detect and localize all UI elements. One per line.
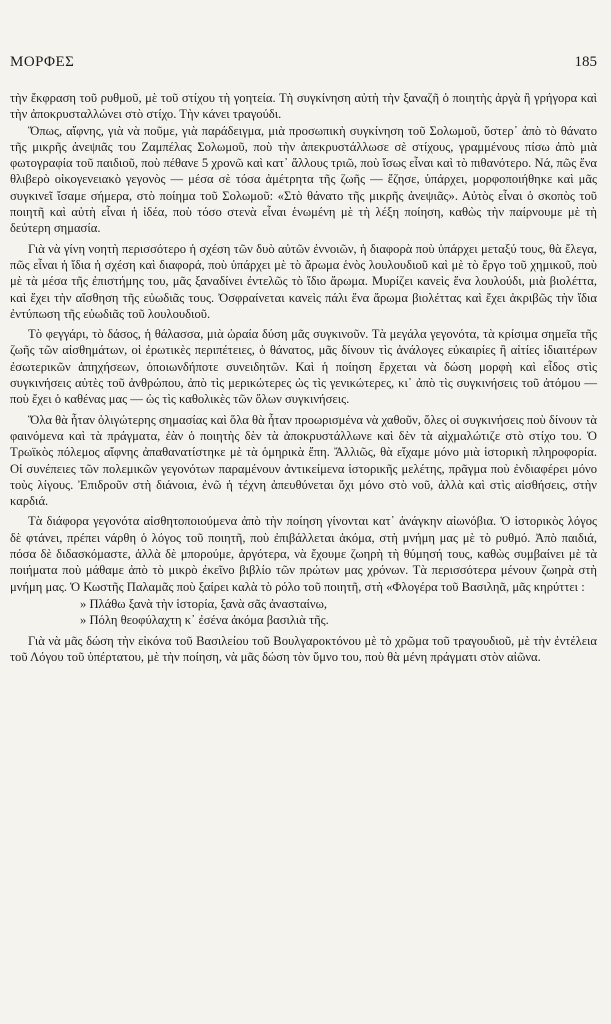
verse-line: » Πλάθω ξανὰ τὴν ἱστορία, ξανὰ σᾶς ἀνασταίνω, (80, 596, 328, 611)
paragraph: Τὰ διάφορα γεγονότα αἰσθητοποιούμενα ἀπὸ τὴν ποίηση γίνονται κατ᾽ ἀνάγκην αἰωνόβια. Ὁ ἱστορικὸς λόγος δὲ φτάνει, πρέπει νάρθη ὁ λόγος τοῦ ποιητῆ, ποὺ ἐπιβάλλεται ἀκόμα, στὴ μνήμη μας μὲ τὸ ρυθμό. Ἀπὸ παιδιά, πόσα δὲ διδασκόμαστε, ἀλλὰ δὲ μπορούμε, ἀργότερα, νὰ ἔχουμε ζωηρὴ τὴ θύμησή τους, καθὼς συμβαίνει μὲ τὰ ποιήματα ποὺ μάθαμε ἀπὸ τὸ μικρὸ ἐκεῖνο βιβλίο τῶν πρώτων μας χρόνων. Τὰ περισσότερα μένουν ζωηρὰ στὴ μνήμη μας. Ὁ Κωστῆς Παλαμᾶς ποὺ ξαίρει καλὰ τὸ ρόλο τοῦ ποιητῆ, στὴ «Φλογέρα τοῦ Βασιληᾶ, μᾶς κηρύττει : (10, 514, 597, 594)
verse-line: » Πόλη θεοφύλαχτη κ᾽ ἐσένα ἀκόμα βασιλιὰ τῆς. (80, 613, 329, 628)
paragraph: Γιὰ νὰ γίνη νοητὴ περισσότερο ἡ σχέση τῶν δυὸ αὐτῶν ἐννοιῶν, ἡ διαφορὰ ποὺ ὑπάρχει μεταξύ τους, θὰ ἔλεγα, πῶς εἶναι ἡ ἴδια ἡ σχέση καὶ διαφορά, ποὺ ὑπάρχει μὲ τὸ ἄρωμα ἑνὸς λουλουδιοῦ καὶ μὲ τὸ ἔργο τοῦ χημικοῦ, ποὺ μὲ τὰ μέσα τῆς ἐπιστήμης του, μᾶς ξαναδίνει ἐντελῶς τὸ ἴδιο ἄρωμα. Μυρίζει κανεὶς ἕνα λουλούδι, μιὰ βιολέττα, καὶ ἔχει τὴν αἴσθηση τῆς εὐωδιᾶς τους. Ὀσφραίνεται κανεὶς πάλι ἕνα ἄρωμα βιολέττας καὶ ἔχει ἀκριβῶς τὴν ἴδια ἐντύπωση τῆς εὐωδιᾶς τοῦ λουλουδιοῦ. (10, 241, 597, 321)
verse-quote (80, 596, 597, 629)
body-text (10, 90, 597, 665)
paragraph: Τὸ φεγγάρι, τὸ δάσος, ἡ θάλασσα, μιὰ ὡραία δύση μᾶς συγκινοῦν. Τὰ μεγάλα γεγονότα, τὰ κρίσιμα σημεῖα τῆς ζωῆς τῶν αἰσθημάτων, οἱ ἐρωτικὲς περιπέτειες, ὁ θάνατος, μᾶς δίνουν τὶς ἀνάλογες εὐκαιρίες ἢ αἰτίες ἰδιαιτέρων ἐσωτερικῶν ἀπηχήσεων, ὁποιωνδήποτε συνειδητῶν. Καὶ ἡ ποίηση ἔρχεται νὰ δώση μορφὴ καὶ εἶδος στὶς συγκινήσεις αὐτὲς τοῦ ἀνθρώπου, ἀπὸ τὶς μερικώτερες ὡς τὶς γενικώτερες, κι᾽ ἀπὸ τὶς συγκινήσεις τοῦ ἀτόμου — ποὺ ἔχει ὁ καθένας μας — ὡς τὶς καθολικὲς τῶν ὅλων συγκινήσεις. (10, 327, 597, 407)
paragraph: Ὅπως, αἴφνης, γιὰ νὰ ποῦμε, γιὰ παράδειγμα, μιὰ προσωπικὴ συγκίνηση τοῦ Σολωμοῦ, ὕστερ᾽ ἀπὸ τὸ θάνατο τῆς μικρῆς ἀνεψιᾶς του Ζαμπέλας Σολωμοῦ, ποὺ τὴν ἀπεκρυστάλλωσε σὲ στίχους, γραμμένους πίσω ἀπὸ μιὰ φωτογραφία τοῦ παιδιοῦ, ποὺ πέθανε 5 χρονῶ καὶ κατ᾽ ἄλλους τριῶ, ποὺ ἴσως εἶναι καὶ τὸ πιθανότερο. Νά, πῶς ἕνα θλιβερὸ οἰκογενειακὸ γεγονὸς — μέσα σὲ τόσα ἀμέτρητα τῆς ζωῆς — ἔζησε, ὑπάρχει, μορφοποιήθηκε καὶ μᾶς συγκινεῖ ἴσαμε σήμερα, στὸ ποίημα τοῦ Σολωμοῦ: «Στὸ θάνατο τῆς μικρῆς ἀνεψιᾶς». Αὐτὸς εἶναι ὁ σκοπὸς τοῦ ποιητῆ καὶ αὐτὴ εἶναι ἡ ἰδέα, ποὺ τόσο στενὰ εἶναι ἑνωμένη μὲ τὴ λέξη ποίηση, καθὼς τὴν παίρνουμε μὲ τὴ δεύτερη σημασία. (10, 123, 597, 236)
journal-title: ΜΟΡΦΕΣ (10, 54, 75, 70)
paragraph: Ὅλα θὰ ἦταν ὀλιγώτερης σημασίας καὶ ὅλα θὰ ἦταν προωρισμένα νὰ χαθοῦν, ὅλες οἱ συγκινήσεις ποὺ δίνουν τὰ φαινόμενα καὶ τὰ πράγματα, ἐὰν ὁ ποιητὴς δὲν τὰ ἀποκρυστάλλωνε καὶ δὲν τὰ αἰχμαλώτιζε στὸ στίχο του. Ὁ Τρωϊκὸς πόλεμος αἴφνης ἀπαθανατίστηκε μὲ τὰ ὁμηρικὰ ἔπη. Ἄλλιῶς, θὰ εἴχαμε μόνο μιὰ ἱστορικὴ πληροφορία. Οἱ συνέπειες τῶν πολεμικῶν γεγονότων παραμένουν ἀντικείμενα ἱστορικῆς μελέτης, πρᾶγμα ποὺ ἐνδιαφέρει μόνο τοὺς λίγους. Ἐπιδροῦν στὴ διάνοια, ἐνῶ ἡ τέχνη ἀπευθύνεται ὄχι μόνο στὸ νοῦ, ἀλλὰ καὶ στὶς αἰσθήσεις, στὴν καρδιά. (10, 412, 597, 509)
paragraph: τὴν ἔκφραση τοῦ ρυθμοῦ, μὲ τοῦ στίχου τὴ γοητεία. Τὴ συγκίνηση αὐτὴ τὴν ξαναζῆ ὁ ποιητὴς ἀργὰ ἢ γρήγορα καὶ τὴν ἀποκρυσταλλώνει στὸ στίχο. Τὴν κάνει τραγούδι. (10, 91, 597, 122)
closing-paragraph: Γιὰ νὰ μᾶς δώση τὴν εἰκόνα τοῦ Βασιλείου τοῦ Βουλγαροκτόνου μὲ τὸ χρῶμα τοῦ τραγουδιοῦ, μὲ τὴν ἐντέλεια τοῦ Λόγου τοῦ ὑπέρτατου, μὲ τὴν ποίηση, νὰ μᾶς δώση τὸν ὕμνο του, ποὺ θὰ μένη πράγματι στὸν αἰῶνα. (10, 633, 597, 664)
page-header (10, 54, 597, 71)
page-number: 185 (574, 54, 597, 70)
